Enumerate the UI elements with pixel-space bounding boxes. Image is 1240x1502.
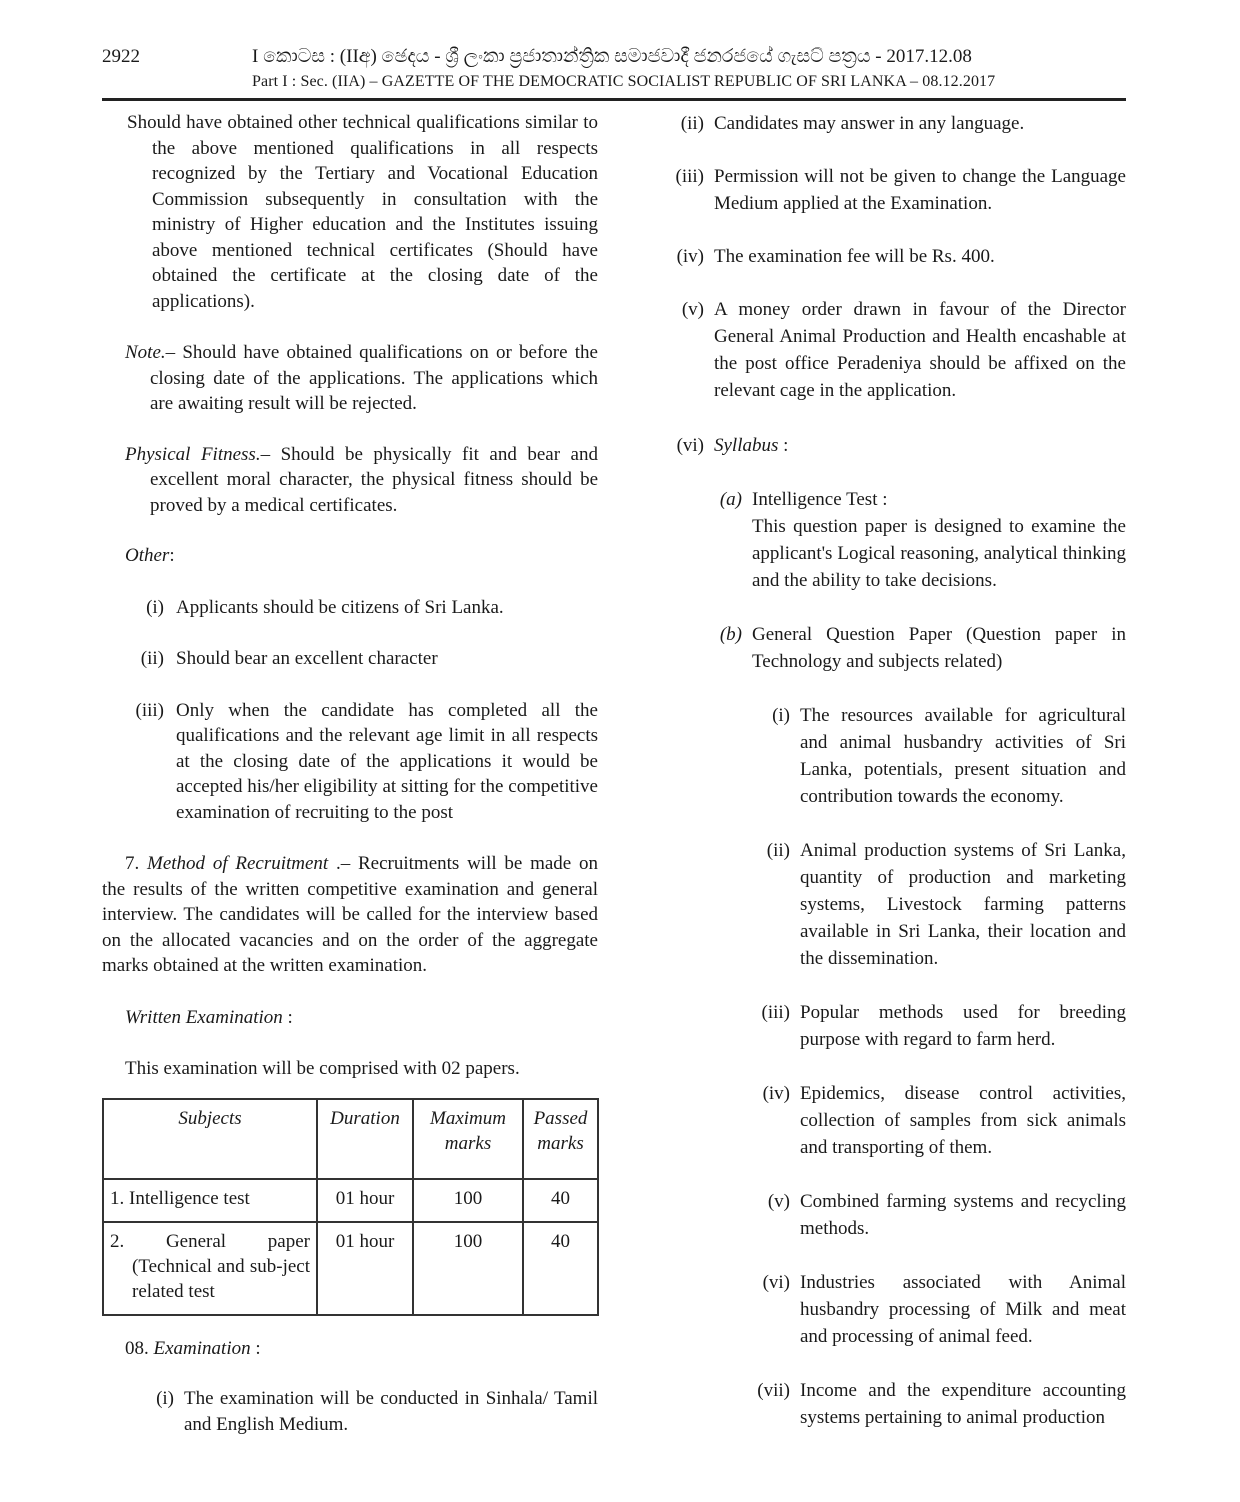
table-cell: 01 hour [317, 1222, 413, 1315]
method-text: .– Recruitments will be made on the results of the written competitive examination and general interview. The candidates will be called for the interview based on the allocated vacancies and on the order of the aggregate marks obtained at the written examination. [102, 853, 598, 976]
table-row [103, 1179, 598, 1222]
exam-rule-text: Permission will not be given to change the Language Medium applied at the Examination. [714, 166, 1126, 214]
fitness-label: Physical Fitness. [125, 443, 261, 465]
table-cell: 100 [413, 1179, 523, 1222]
table-header-row [103, 1099, 598, 1179]
examination-table [102, 1098, 599, 1316]
examination-heading: 08. Examination : [125, 1337, 261, 1359]
exam-rule-number: (iii) [675, 166, 704, 187]
exam-rule-number: (ii) [680, 113, 704, 134]
other-heading: Other: [125, 545, 175, 566]
exam-rule-text: A money order drawn in favour of the Director General Animal Production and Health encashable at the post office Peradeniya should be affixed on the relevant cage in the application. [714, 299, 1126, 401]
section-a-title: Intelligence Test : [752, 489, 888, 510]
section-a-text: This question paper is designed to examine the applicant's Logical reasoning, analytical thinking and the ability to take decisions. [752, 516, 1126, 591]
syllabus-heading: (vi) Syllabus : [676, 435, 789, 456]
table-row [103, 1222, 598, 1315]
syllabus-sub-item: (v) Combined farming systems and recycling methods. [767, 1191, 1126, 1239]
exam-rule-item [670, 110, 1126, 137]
page-header [102, 44, 1126, 100]
syllabus-sub-item: (iv) Epidemics, disease control activities, collection of samples from sick animals and transporting of them. [762, 1083, 1126, 1158]
fitness-text: – Should be physically fit and bear and excellent moral character, the physical fitness should be proved by a medical certificates. [150, 443, 598, 516]
syllabus-section-a: (a) Intelligence Test : This question paper is designed to examine the applicant's Logical reasoning, analytical thinking and the ability to take decisions. [670, 486, 1126, 594]
column-header: Subjects [103, 1099, 317, 1179]
syllabus-sub-item: (ii) Animal production systems of Sri Lanka, quantity of production and marketing systems, Livestock farming patterns available in Sri Lanka, their location and the dissemination. [766, 840, 1126, 969]
other-item-number: (ii) [140, 648, 164, 669]
syllabus-sub-item: (vii) Income and the expenditure accounting systems pertaining to animal production [757, 1380, 1126, 1428]
column-header: Passed marks [523, 1099, 598, 1179]
method-label: Method of Recruitment [147, 853, 329, 874]
note-label: Note. [125, 342, 166, 363]
exam-rule-text: The examination fee will be Rs. 400. [714, 246, 995, 267]
examination-item [102, 1386, 598, 1437]
right-column [670, 110, 1126, 1431]
exam-rule-number: (iv) [676, 246, 704, 267]
table-cell: 01 hour [317, 1179, 413, 1222]
other-item-number: (i) [146, 596, 164, 618]
table-cell: 40 [523, 1222, 598, 1315]
exam-rule-text: Candidates may answer in any language. [714, 113, 1025, 134]
papers-count-text: This examination will be comprised with 02 papers. [125, 1058, 520, 1079]
other-item-text: Only when the candidate has completed all the qualifications and the relevant age limit in all respects at the closing date of the applications it would be accepted his/her eligibility at sitting for the competitive examination of recruiting to the post [176, 699, 598, 823]
table-cell: 2. General paper (Technical and sub-ject related test [103, 1222, 317, 1315]
technical-qualifications-paragraph: Should have obtained other technical qualifications similar to the above mentioned qualifications in all respects recognized by the Tertiary and Vocational Education Commission subsequently in consultation with the ministry of Higher education and the Institutes issuing above mentioned technical certificates (Should have obtained the certificate at the closing date of the applications). [127, 112, 598, 312]
syllabus-sub-item: (i) The resources available for agricultural and animal husbandry activities of Sri Lanka, potentials, present situation and contribution towards the economy. [772, 705, 1126, 807]
header-rule [102, 98, 1126, 101]
other-item-number: (iii) [135, 699, 164, 721]
table-cell: 40 [523, 1179, 598, 1222]
note-paragraph [102, 340, 598, 417]
syllabus-sub-item: (vi) Industries associated with Animal husbandry processing of Milk and meat and processing of animal feed. [762, 1272, 1126, 1347]
table-cell: 1. Intelligence test [103, 1179, 317, 1222]
other-item [102, 595, 598, 621]
header-sinhala-title: I කොටස : (IIඅ) ඡෙදය - ශ්‍රී ලංකා ප්‍රජාතාන්ත්‍රික සමාජවාදී ජනරජයේ ගැසට් පත්‍රය - 2017.12.08 [252, 46, 972, 67]
left-column [102, 110, 598, 1437]
column-header: Maximum marks [413, 1099, 523, 1179]
note-text: – Should have obtained qualifications on or before the closing date of the applications. The applications which are awaiting result will be rejected. [150, 342, 598, 414]
table-cell: 100 [413, 1222, 523, 1315]
section-b-text: General Question Paper (Question paper in Technology and subjects related) [752, 624, 1126, 672]
written-examination-heading: Written Examination : [125, 1006, 293, 1028]
syllabus-sub-item: (iii) Popular methods used for breeding purpose with regard to farm herd. [761, 1002, 1126, 1050]
examination-item-number: (i) [156, 1388, 174, 1409]
exam-rule-item [670, 163, 1126, 217]
exam-rule-item [670, 296, 1126, 404]
other-item-text: Applicants should be citizens of Sri Lanka. [176, 596, 504, 618]
examination-item-text: The examination will be conducted in Sinhala/ Tamil and English Medium. [184, 1388, 598, 1435]
other-item [102, 646, 598, 672]
other-item-text: Should bear an excellent character [176, 648, 438, 669]
page-number: 2922 [102, 46, 140, 67]
syllabus-section-b: (b) General Question Paper (Question paper in Technology and subjects related) [670, 621, 1126, 675]
exam-rule-item [670, 243, 1126, 270]
column-header: Duration [317, 1099, 413, 1179]
other-item [102, 698, 598, 826]
physical-fitness-paragraph [102, 442, 598, 519]
header-english-title: Part I : Sec. (IIA) – GAZETTE OF THE DEMOCRATIC SOCIALIST REPUBLIC OF SRI LANKA – 08.12.2017 [252, 73, 996, 90]
other-label: Other [125, 545, 170, 566]
method-of-recruitment-paragraph: 7. Method of Recruitment .– Recruitments will be made on the results of the written competitive examination and general interview. The candidates will be called for the interview based on the allocated vacancies and on the order of the aggregate marks obtained at the written examination. [102, 853, 598, 976]
exam-rule-number: (v) [681, 299, 704, 320]
